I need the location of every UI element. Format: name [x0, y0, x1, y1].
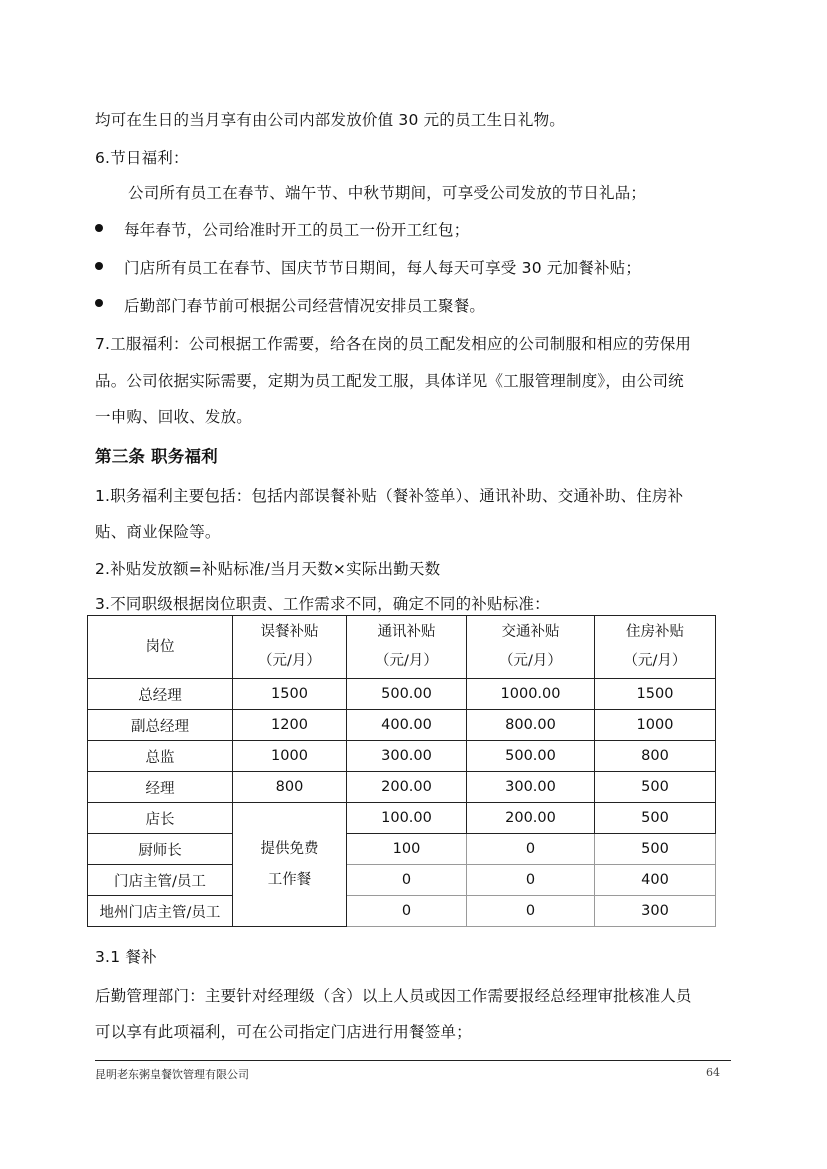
paragraph-position-benefits-1: 1.职务福利主要包括：包括内部误餐补贴（餐补签单）、通讯补助、交通补助、住房补 [95, 487, 684, 505]
cell-housing: 1000 [595, 710, 716, 741]
cell-communication: 0 [347, 865, 467, 896]
cell-transport: 500.00 [467, 741, 595, 772]
bullet-icon [95, 262, 103, 270]
cell-transport: 300.00 [467, 772, 595, 803]
table-row [88, 679, 716, 710]
cell-communication: 100.00 [347, 803, 467, 834]
header-communication-allowance: 通讯补贴 （元/月） [347, 616, 467, 679]
cell-position: 经理 [88, 772, 233, 803]
cell-housing: 500 [595, 772, 716, 803]
paragraph-position-benefits-2: 贴、商业保险等。 [95, 523, 221, 541]
cell-meal: 800 [233, 772, 347, 803]
allowance-table [87, 615, 716, 927]
section-heading: 第三条 职务福利 [95, 447, 218, 466]
cell-position: 地州门店主管/员工 [88, 896, 233, 927]
cell-position: 厨师长 [88, 834, 233, 865]
cell-communication: 500.00 [347, 679, 467, 710]
cell-housing: 300 [595, 896, 716, 927]
bullet-item-meal-allowance: 门店所有员工在春节、国庆节节日期间，每人每天可享受 30 元加餐补贴； [124, 259, 642, 277]
cell-position: 总经理 [88, 679, 233, 710]
table-row [88, 865, 716, 896]
paragraph-uniform-2: 品。公司依据实际需要，定期为员工配发工服，具体详见《工服管理制度》，由公司统 [95, 372, 684, 390]
cell-housing: 500 [595, 834, 716, 865]
cell-housing: 1500 [595, 679, 716, 710]
cell-transport: 800.00 [467, 710, 595, 741]
cell-housing: 400 [595, 865, 716, 896]
cell-housing: 500 [595, 803, 716, 834]
cell-position: 门店主管/员工 [88, 865, 233, 896]
cell-transport: 1000.00 [467, 679, 595, 710]
paragraph-holiday-gifts: 公司所有员工在春节、端午节、中秋节期间，可享受公司发放的节日礼品； [128, 184, 647, 202]
table-header-row [88, 616, 716, 679]
paragraph-birthday-gift: 均可在生日的当月享有由公司内部发放价值 30 元的员工生日礼物。 [95, 111, 565, 129]
footer-page-number: 64 [706, 1066, 720, 1079]
cell-transport: 0 [467, 865, 595, 896]
paragraph-uniform-1: 7.工服福利：公司根据工作需要，给各在岗的员工配发相应的公司制服和相应的劳保用 [95, 335, 692, 353]
footer-company-name: 昆明老东粥皇餐饮管理有限公司 [95, 1068, 249, 1081]
cell-communication: 100 [347, 834, 467, 865]
cell-transport: 0 [467, 834, 595, 865]
bullet-icon [95, 299, 103, 307]
cell-communication: 300.00 [347, 741, 467, 772]
table-row [88, 834, 716, 865]
cell-communication: 0 [347, 896, 467, 927]
cell-transport: 0 [467, 896, 595, 927]
table-row [88, 896, 716, 927]
table-row [88, 710, 716, 741]
header-position: 岗位 [88, 616, 233, 679]
subsection-meal-allowance: 3.1 餐补 [95, 948, 157, 966]
header-transport-allowance: 交通补贴 （元/月） [467, 616, 595, 679]
cell-meal: 1200 [233, 710, 347, 741]
table-row [88, 772, 716, 803]
table-row [88, 803, 716, 834]
bullet-item-red-envelope: 每年春节，公司给准时开工的员工一份开工红包； [124, 221, 470, 239]
cell-communication: 200.00 [347, 772, 467, 803]
header-meal-allowance: 误餐补贴 （元/月） [233, 616, 347, 679]
bullet-item-staff-dinner: 后勤部门春节前可根据公司经营情况安排员工聚餐。 [124, 297, 486, 315]
cell-free-meal-merged: 提供免费 工作餐 [233, 803, 347, 927]
cell-communication: 400.00 [347, 710, 467, 741]
bullet-icon [95, 224, 103, 232]
footer-divider [95, 1060, 731, 1061]
cell-meal: 1000 [233, 741, 347, 772]
paragraph-formula: 2.补贴发放额=补贴标准/当月天数×实际出勤天数 [95, 560, 441, 578]
paragraph-table-intro: 3.不同职级根据岗位职责、工作需求不同，确定不同的补贴标准： [95, 595, 550, 613]
section-holiday-benefits: 6.节日福利： [95, 149, 189, 167]
cell-position: 副总经理 [88, 710, 233, 741]
paragraph-logistics-2: 可以享有此项福利，可在公司指定门店进行用餐签单； [95, 1023, 472, 1041]
cell-housing: 800 [595, 741, 716, 772]
header-housing-allowance: 住房补贴 （元/月） [595, 616, 716, 679]
paragraph-logistics-1: 后勤管理部门：主要针对经理级（含）以上人员或因工作需要报经总经理审批核准人员 [95, 987, 692, 1005]
table-row [88, 741, 716, 772]
cell-position: 总监 [88, 741, 233, 772]
paragraph-uniform-3: 一申购、回收、发放。 [95, 408, 253, 426]
cell-meal: 1500 [233, 679, 347, 710]
cell-transport: 200.00 [467, 803, 595, 834]
cell-position: 店长 [88, 803, 233, 834]
